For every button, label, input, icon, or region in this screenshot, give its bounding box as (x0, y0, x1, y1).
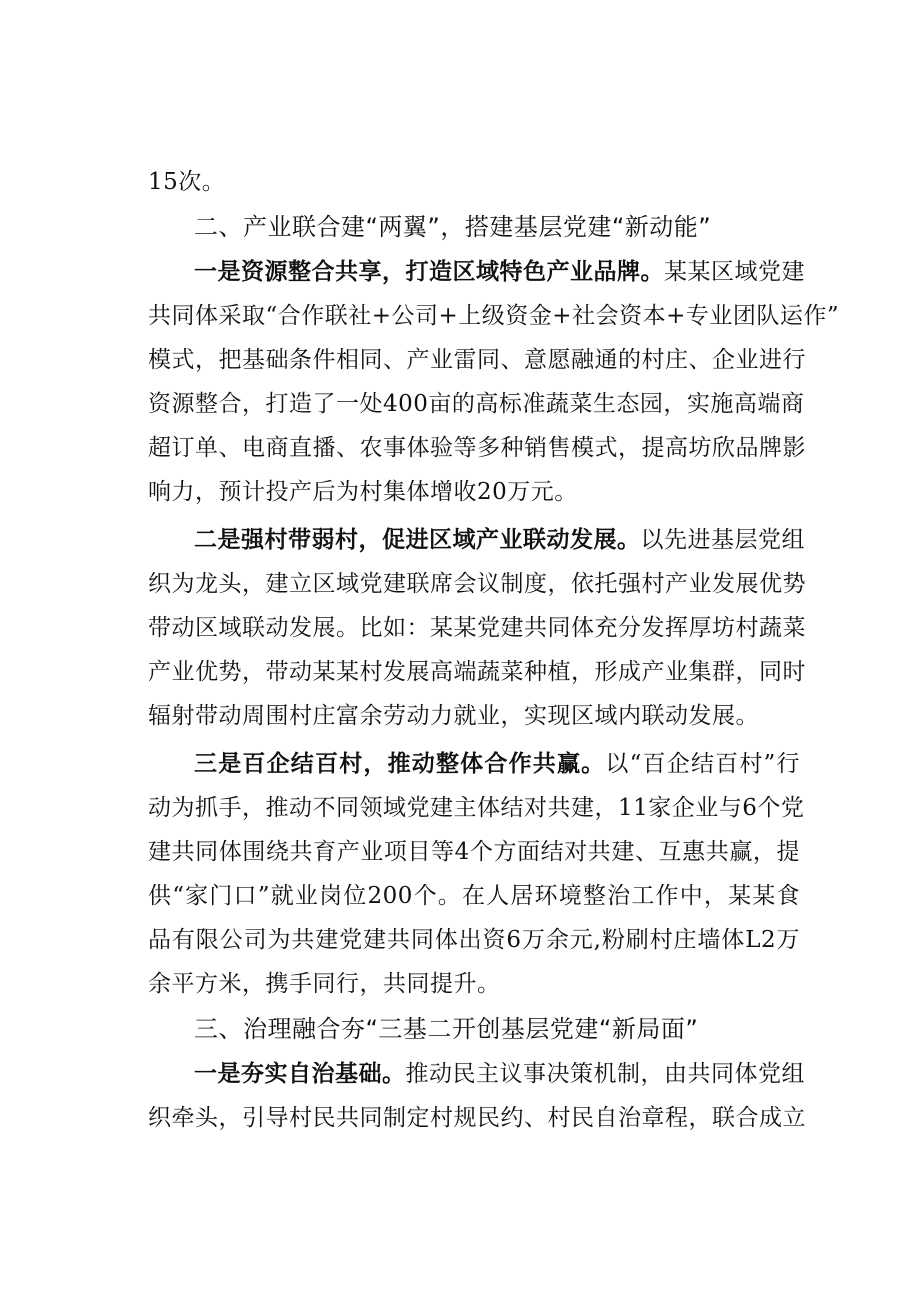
paragraph-self-governance-line-1 (148, 1052, 805, 1096)
paragraph-line: 织牵头，引导村民共同制定村规民约、村民自治章程，联合成立 (148, 1105, 806, 1131)
paragraph-lead-bold: 一是资源整合共享，打造区域特色产业品牌。 (194, 259, 664, 285)
paragraph-line: 辐射带动周围村庄富余劳动力就业，实现区域内联动发展。 (148, 703, 759, 729)
document-page (148, 160, 840, 1140)
paragraph-continuation-line: 15次。 (148, 169, 226, 195)
paragraph-line: 产业优势，带动某某村发展高端蔬菜种植，形成产业集群，同时 (148, 659, 806, 685)
paragraph-line: 建共同体围绕共育产业项目等4个方面结对共建、互惠共赢，提 (148, 839, 800, 865)
section-heading-three: 三、治理融合夯“三基二开创基层党建“新局面” (194, 1015, 699, 1043)
paragraph-line: 织为龙头，建立区域党建联席会议制度，依托强村产业发展优势 (148, 571, 806, 597)
paragraph-text: 以先进基层党组 (640, 527, 805, 553)
paragraph-lead-bold: 一是夯实自治基础。 (194, 1061, 406, 1087)
paragraph-line: 模式，把基础条件相同、产业雷同、意愿融通的村庄、企业进行 (148, 347, 806, 373)
section-heading-two: 二、产业联合建“两翼”，搭建基层党建“新动能” (194, 213, 712, 241)
paragraph-strong-village-line-1 (148, 518, 805, 562)
paragraph-text: 推动民主议事决策机制，由共同体党组 (405, 1061, 805, 1087)
paragraph-line: 超订单、电商直播、农事体验等多种销售模式，提高坊欣品牌影 (148, 435, 806, 461)
paragraph-line: 动为抓手，推动不同领域党建主体结对共建，11家企业与6个党 (148, 795, 805, 821)
paragraph-resource-integration-line-1 (148, 250, 805, 294)
paragraph-line: 余平方米，携手同行，共同提升。 (148, 971, 501, 997)
paragraph-line: 带动区域联动发展。比如：某某党建共同体充分发挥厚坊村蔬菜 (148, 615, 806, 641)
paragraph-text: 某某区域党建 (664, 259, 805, 285)
paragraph-text: 以“百企结百村”行 (605, 751, 800, 777)
paragraph-lead-bold: 二是强村带弱村，促进区域产业联动发展。 (194, 527, 641, 553)
paragraph-line: 品有限公司为共建党建共同体出资6万余元,粉刷村庄墙体L2万 (148, 927, 800, 953)
paragraph-line: 资源整合，打造了一处400亩的高标准蔬菜生态园，实施高端商 (148, 391, 805, 417)
paragraph-line: 供“家门口”就业岗位200个。在人居环境整治工作中，某某食 (148, 883, 800, 909)
paragraph-lead-bold: 三是百企结百村，推动整体合作共赢。 (194, 751, 606, 777)
paragraph-line: 共同体采取“合作联社+公司+上级资金+社会资本+专业团队运作” (148, 303, 840, 329)
paragraph-enterprise-village-line-1 (148, 742, 800, 786)
paragraph-line: 响力，预计投产后为村集体增收20万元。 (148, 479, 578, 505)
